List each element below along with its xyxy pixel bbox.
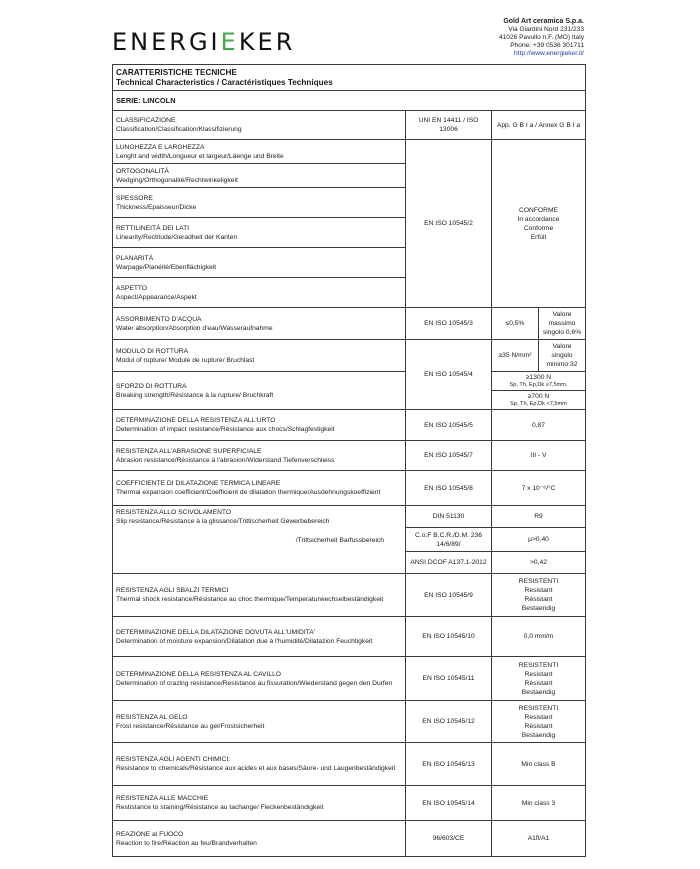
property-name: PLANARITÀ	[116, 254, 154, 262]
value-line: Bestaendig	[521, 731, 556, 739]
table-header-row	[113, 65, 586, 91]
value-line: Résistant	[524, 679, 553, 687]
value-cell	[492, 701, 586, 743]
value-cell: 0,87	[492, 410, 586, 441]
norm-cell: ANSI DCOF A137.1-2012	[406, 552, 492, 574]
table-row	[113, 111, 586, 140]
value-line: Resistant	[524, 587, 553, 594]
property-name: SPESSORE	[116, 194, 153, 202]
table-row	[113, 340, 586, 372]
property-translation: Aspect/Appearance/Aspekt	[116, 293, 197, 301]
table-row	[113, 786, 586, 821]
property-name: RESISTENZA AGLI AGENTI CHIMICI:	[116, 756, 231, 763]
value-cell: 7 x 10⁻⁶/°C	[492, 471, 586, 506]
norm-cell: EN ISO 10545/2	[406, 140, 492, 308]
norm-cell: UNI EN 14411 / ISO 13006	[406, 111, 492, 140]
value-line: Resistant	[524, 713, 553, 721]
serie-row	[113, 91, 586, 111]
company-info	[499, 18, 584, 58]
norm-cell: EN ISO 10545/7	[406, 441, 492, 471]
property-translation: Abrasion resistance/Résistance à l'abrasion/Widerstand Tiefenverschleiss	[116, 456, 335, 464]
spec-table	[112, 64, 586, 857]
value-line: Conforme	[523, 224, 554, 232]
property-translation: Slip resistance/Résistance à la glissance/Trittischerheit Gewerbebereich	[116, 518, 330, 525]
property-translation: Determination of crazing resistance/Resistance au fissuration/Wiederstand gegen den Durfen	[116, 679, 393, 687]
company-phone: Phone: +39 0536 301711	[510, 42, 584, 49]
property-translation: Wedging/Orthogonalité/Rechtwinkeligkeit	[116, 176, 238, 184]
table-row	[113, 743, 586, 786]
property-translation: Breaking strength/Résistance à la rupture/ Bruchkraft	[116, 391, 274, 399]
table-row	[113, 471, 586, 506]
table-subtitle: Technical Characteristics / Caractéristiques Techniques	[116, 77, 333, 87]
value-line: Résistant	[524, 722, 553, 730]
norm-cell: DIN 51130	[406, 506, 492, 528]
property-name: REAZIONE al FUOCO	[116, 830, 184, 838]
value-line: RESISTENTI	[518, 704, 559, 712]
norm-cell: EN ISO 10545/10	[406, 617, 492, 657]
property-name: CLASSIFICAZIONE	[116, 117, 176, 124]
value-line: ≥700 N	[527, 393, 550, 400]
table-row	[113, 441, 586, 471]
table-row	[113, 410, 586, 441]
property-translation: Determination of impact resistance/Résistance aux chocs/Schlagfestigkeit	[116, 426, 335, 433]
value-cell: ≥35 N/mm²	[492, 340, 539, 372]
value-note: Valore massimo singolo 0,6%	[539, 308, 586, 340]
property-name: RESISTENZA AL GELO	[116, 713, 188, 721]
value-cell: Min class B	[492, 743, 586, 786]
value-line: Resistant	[524, 670, 553, 678]
property-name: SFORZO DI ROTTURA	[116, 382, 187, 390]
table-row	[113, 821, 586, 857]
norm-cell: EN ISO 10545/4	[406, 340, 492, 410]
property-translation: Modul of rupture/ Module de rupture/ Bruchlast	[116, 356, 255, 364]
value-line: Bestaendig	[521, 605, 556, 612]
value-cell	[492, 372, 586, 410]
value-cell	[492, 574, 586, 617]
value-cell: ≤0,5%	[492, 308, 539, 340]
property-translation: Thickness/Epaisseur/Dicke	[116, 203, 197, 211]
property-name: COEFFICIENTE DI DILATAZIONE TERMICA LINEARE	[116, 480, 281, 487]
property-translation: Water absorption/Absorption d'eau/Wasseraufnahme	[116, 324, 273, 332]
property-translation: Determination of moisture expansion/Dilatation due à l'humidité/Dilatazion Feuchtigkeit	[116, 637, 373, 645]
property-name: ASPETTO	[116, 284, 148, 292]
property-name: ASSORBIMENTO D'ACQUA	[116, 315, 202, 323]
table-row	[113, 372, 586, 410]
value-cell: >0,42	[492, 552, 586, 574]
value-condition: Sp, Th, Ep,Dk ≥7,5mm.	[509, 382, 568, 388]
serie-label: SERIE: LINCOLN	[116, 95, 176, 105]
value-cell: R9	[492, 506, 586, 528]
value-line: ≥1300 N	[525, 374, 552, 381]
property-translation: Resistance to chemicals/Résistance aux acides et aux bases/Säure- und Laugenbeständigkeit	[116, 765, 396, 772]
company-name: Gold Art ceramica S.p.a.	[503, 18, 584, 25]
value-cell: Min class 3	[492, 786, 586, 821]
property-translation: Thermal shock resistance/Résistance au choc thermique/Temperaturwechselbeständigkeit	[116, 596, 384, 603]
value-line: RESISTENTI	[518, 661, 559, 669]
property-name: LUNGHEZZA E LARGHEZZA	[116, 143, 205, 151]
property-translation: Classification/Classification/Klassifizierung	[116, 126, 242, 133]
property-name: DETERMINAZIONE DELLA RESISTENZA AL CAVILLO	[116, 670, 282, 678]
value-cell: A1fl/A1	[492, 821, 586, 857]
property-name: DETERMINAZIONE DELLA RESISTENZA ALL'URTO	[116, 417, 276, 424]
property-translation: Warpage/Planéité/Ebenflächigkeit	[116, 263, 217, 271]
logo-accent-letter: E	[220, 28, 239, 56]
table-row	[113, 657, 586, 701]
logo-text-right: KER	[238, 28, 296, 56]
norm-cell: C.o.F B.C.R./D.M. 236 14/6/89/	[406, 528, 492, 552]
value-line: Erfült	[530, 233, 547, 241]
value-line: RESISTENTI	[518, 578, 559, 585]
property-translation: Linearity/Rectitude/Geradheit der Kanten	[116, 233, 238, 241]
property-name: RESISTENZA ALL'ABRASIONE SUPERFICIALE	[116, 447, 262, 455]
table-row	[113, 574, 586, 617]
property-name: RESISTENZA AGLI SBALZI TERMICI	[116, 587, 229, 594]
value-cell	[492, 140, 586, 308]
brand-logo	[112, 28, 295, 56]
table-row	[113, 506, 586, 528]
table-row	[113, 701, 586, 743]
property-translation: /Trittsicherheit Barfussbereich	[295, 537, 384, 544]
value-cell	[492, 657, 586, 701]
property-translation: Restistance to staining/Résistance au tachange/ Fleckenbeständigkeit	[116, 804, 324, 811]
property-name: RESISTENZA ALLE MACCHIE	[116, 795, 209, 802]
value-cell: App. G B I a / Annex G B I a	[492, 111, 586, 140]
table-row	[113, 140, 586, 164]
logo-text-left: ENERGI	[112, 28, 221, 56]
property-translation: Reaction to fire/Réaction au feu/Brandverhalten	[116, 839, 257, 847]
property-name: RESISTENZA ALLO SCIVOLAMENTO	[116, 509, 232, 516]
norm-cell: EN ISO 10545/14	[406, 786, 492, 821]
norm-cell: EN ISO 10545/9	[406, 574, 492, 617]
value-line: Bestaendig	[521, 688, 556, 696]
table-row	[113, 617, 586, 657]
property-translation: Lenght and width/Longueur et largeur/Läenge und Breite	[116, 152, 284, 160]
norm-cell: EN ISO 10545/5	[406, 410, 492, 441]
property-name: DETERMINAZIONE DELLA DILATAZIONE DOVUTA ALL'UMIDITA'	[116, 628, 315, 636]
value-line: In accordance	[517, 215, 560, 223]
norm-cell: 96/603/CE	[406, 821, 492, 857]
value-cell: μ>0,40	[492, 528, 586, 552]
norm-cell: EN ISO 10545/13	[406, 743, 492, 786]
company-city: 41026 Pavullo n.F. (MO) Italy	[498, 34, 584, 41]
property-translation: Frost resistance/Résistance au gel/Frostsicherheit	[116, 722, 265, 730]
value-note: Valore singolo minimo 32	[539, 340, 586, 372]
property-name: RETTILINEITÀ DEI LATI	[116, 224, 190, 232]
property-name: ORTOGONALITÀ	[116, 167, 169, 175]
norm-cell: EN ISO 10545/11	[406, 657, 492, 701]
norm-cell: EN ISO 10545/12	[406, 701, 492, 743]
value-line: Résistant	[524, 596, 553, 603]
company-address: Via Giardini Nord 231/233	[508, 26, 584, 33]
norm-cell: EN ISO 10545/3	[406, 308, 492, 340]
norm-cell: EN ISO 10545/8	[406, 471, 492, 506]
property-name: MODULO DI ROTTURA	[116, 347, 189, 355]
company-website-link[interactable]: http://www.energieker.it/	[514, 50, 584, 57]
value-cell: 0,0 mm/m	[492, 617, 586, 657]
value-cell: III - V	[492, 441, 586, 471]
table-row	[113, 308, 586, 340]
property-translation: Thermal expansion coefficient/Coefficient de dilatation thermique/Ausdehnungskoeffizient	[116, 489, 381, 496]
value-line: CONFORME	[518, 206, 558, 214]
value-condition: Sp, Th, Ep,Dk <7,5mm	[510, 401, 567, 407]
table-title: CARATTERISTICHE TECNICHE	[116, 67, 237, 77]
